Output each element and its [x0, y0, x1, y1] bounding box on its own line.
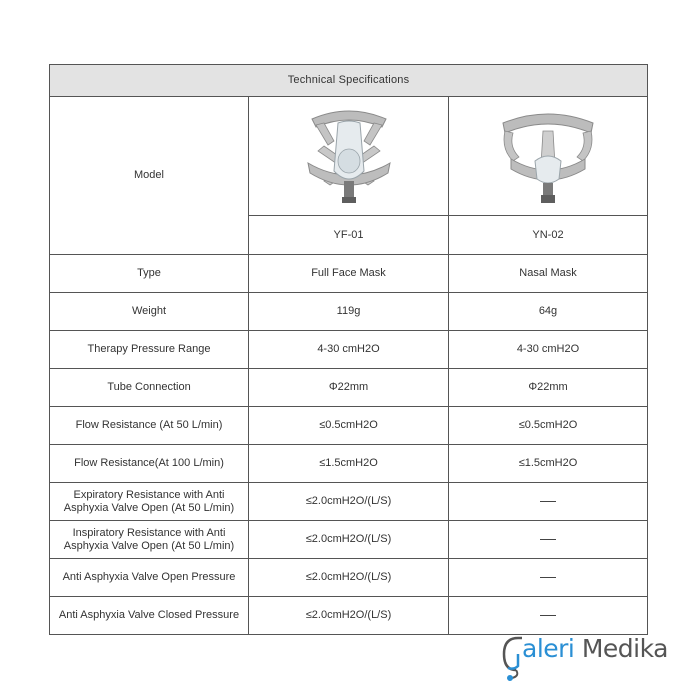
dash-icon [540, 501, 556, 502]
row-value: ≤2.0cmH2O/(L/S) [249, 597, 449, 635]
row-value: ≤2.0cmH2O/(L/S) [249, 521, 449, 559]
row-value-empty [449, 483, 648, 521]
model-label: Model [50, 97, 249, 255]
row-label: Anti Asphyxia Valve Open Pressure [50, 559, 249, 597]
row-value: 119g [249, 293, 449, 331]
row-label: Type [50, 255, 249, 293]
table-row [50, 483, 648, 521]
row-value: Φ22mm [249, 369, 449, 407]
logo-text-second: Medika [574, 634, 668, 663]
table-row [50, 293, 648, 331]
table-row [50, 331, 648, 369]
row-value: Full Face Mask [249, 255, 449, 293]
logo-text-first: aleri [522, 634, 575, 663]
table-title: Technical Specifications [50, 65, 648, 97]
row-value: ≤2.0cmH2O/(L/S) [249, 483, 449, 521]
row-label: Tube Connection [50, 369, 249, 407]
row-value-empty [449, 597, 648, 635]
row-value-empty [449, 521, 648, 559]
dash-icon [540, 615, 556, 616]
row-label: Therapy Pressure Range [50, 331, 249, 369]
row-label: Anti Asphyxia Valve Closed Pressure [50, 597, 249, 635]
table-row [50, 369, 648, 407]
row-value: Nasal Mask [449, 255, 648, 293]
dash-icon [540, 577, 556, 578]
row-value: Φ22mm [449, 369, 648, 407]
row-value-empty [449, 559, 648, 597]
table-row [50, 407, 648, 445]
row-value: ≤0.5cmH2O [249, 407, 449, 445]
dash-icon [540, 539, 556, 540]
model-name-yn02: YN-02 [449, 216, 648, 255]
row-label: Inspiratory Resistance with Anti Asphyxia Valve Open (At 50 L/min) [50, 521, 249, 559]
row-value: ≤1.5cmH2O [449, 445, 648, 483]
table-row [50, 255, 648, 293]
table-row [50, 597, 648, 635]
full-face-mask-image [249, 97, 449, 216]
row-value: 4-30 cmH2O [449, 331, 648, 369]
model-name-yf01: YF-01 [249, 216, 449, 255]
row-value: ≤2.0cmH2O/(L/S) [249, 559, 449, 597]
row-label: Flow Resistance (At 50 L/min) [50, 407, 249, 445]
row-value: ≤1.5cmH2O [249, 445, 449, 483]
table-row [50, 445, 648, 483]
row-label: Weight [50, 293, 249, 331]
spec-table [49, 64, 648, 635]
nasal-mask-image [449, 97, 648, 216]
row-label: Expiratory Resistance with Anti Asphyxia Valve Open (At 50 L/min) [50, 483, 249, 521]
table-row [50, 521, 648, 559]
row-value: 64g [449, 293, 648, 331]
row-value: ≤0.5cmH2O [449, 407, 648, 445]
row-value: 4-30 cmH2O [249, 331, 449, 369]
logo-text [522, 634, 668, 663]
row-label: Flow Resistance(At 100 L/min) [50, 445, 249, 483]
table-row [50, 559, 648, 597]
